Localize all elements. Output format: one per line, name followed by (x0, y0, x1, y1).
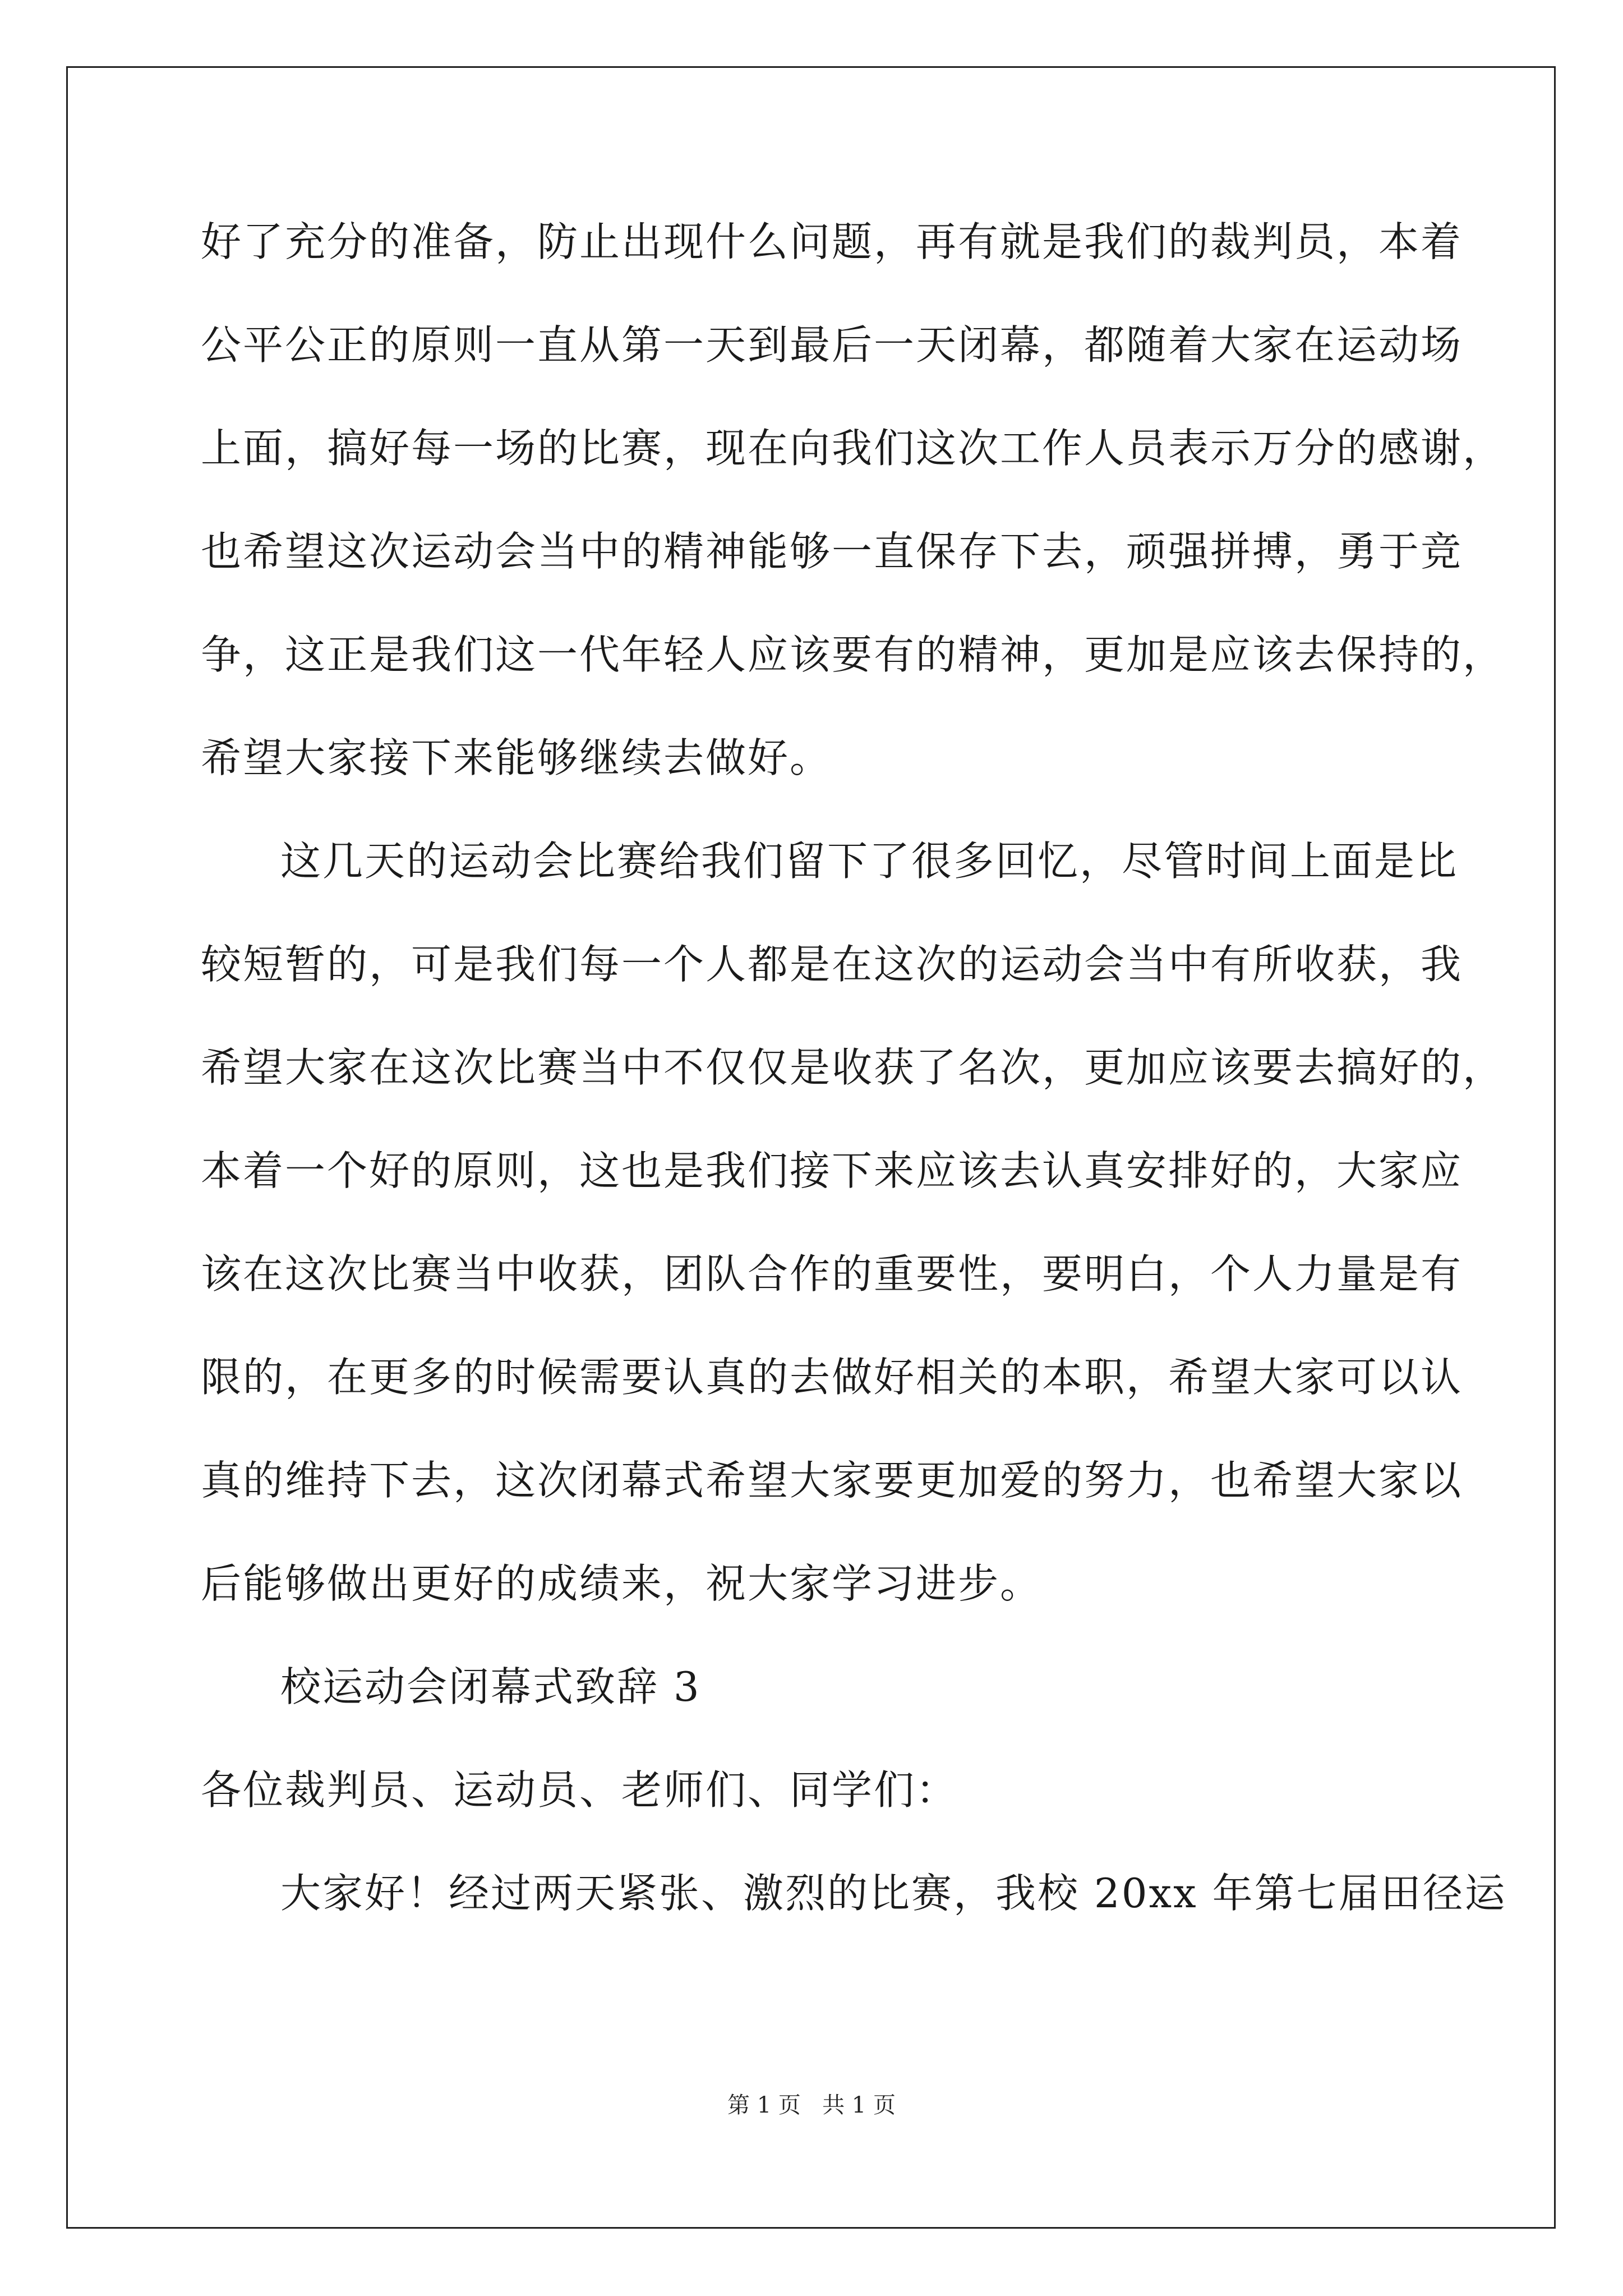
text-line: 该在这次比赛当中收获，团队合作的重要性，要明白，个人力量是有 (201, 1250, 1463, 1297)
paragraph-first-line: 这几天的运动会比赛给我们留下了很多回忆，尽管时间上面是比 (280, 838, 1459, 885)
salutation: 各位裁判员、运动员、老师们、同学们： (201, 1766, 958, 1814)
text-line: 也希望这次运动会当中的精神能够一直保存下去，顽强拼搏，勇于竞 (201, 528, 1463, 575)
text-line: 上面，搞好每一场的比赛，现在向我们这次工作人员表示万分的感谢， (201, 425, 1505, 472)
text-line: 好了充分的准备，防止出现什么问题，再有就是我们的裁判员，本着 (201, 218, 1463, 265)
text-line: 希望大家接下来能够继续去做好。 (201, 734, 832, 781)
text-line: 希望大家在这次比赛当中不仅仅是收获了名次，更加应该要去搞好的， (201, 1044, 1505, 1091)
section-heading: 校运动会闭幕式致辞 3 (280, 1663, 701, 1710)
text-line: 公平公正的原则一直从第一天到最后一天闭幕，都随着大家在运动场 (201, 321, 1463, 369)
paragraph-first-line: 大家好！经过两天紧张、激烈的比赛，我校 20xx 年第七届田径运 (280, 1870, 1507, 1917)
text-line: 真的维持下去，这次闭幕式希望大家要更加爱的努力，也希望大家以 (201, 1457, 1463, 1504)
text-line: 后能够做出更好的成绩来，祝大家学习进步。 (201, 1560, 1043, 1607)
text-line: 限的，在更多的时候需要认真的去做好相关的本职，希望大家可以认 (201, 1354, 1463, 1401)
text-line: 本着一个好的原则，这也是我们接下来应该去认真安排好的，大家应 (201, 1147, 1463, 1194)
text-line: 较短暂的，可是我们每一个人都是在这次的运动会当中有所收获，我 (201, 941, 1463, 988)
text-line: 争，这正是我们这一代年轻人应该要有的精神，更加是应该去保持的， (201, 631, 1505, 678)
page-number-footer: 第 1 页 共 1 页 (727, 2092, 896, 2118)
